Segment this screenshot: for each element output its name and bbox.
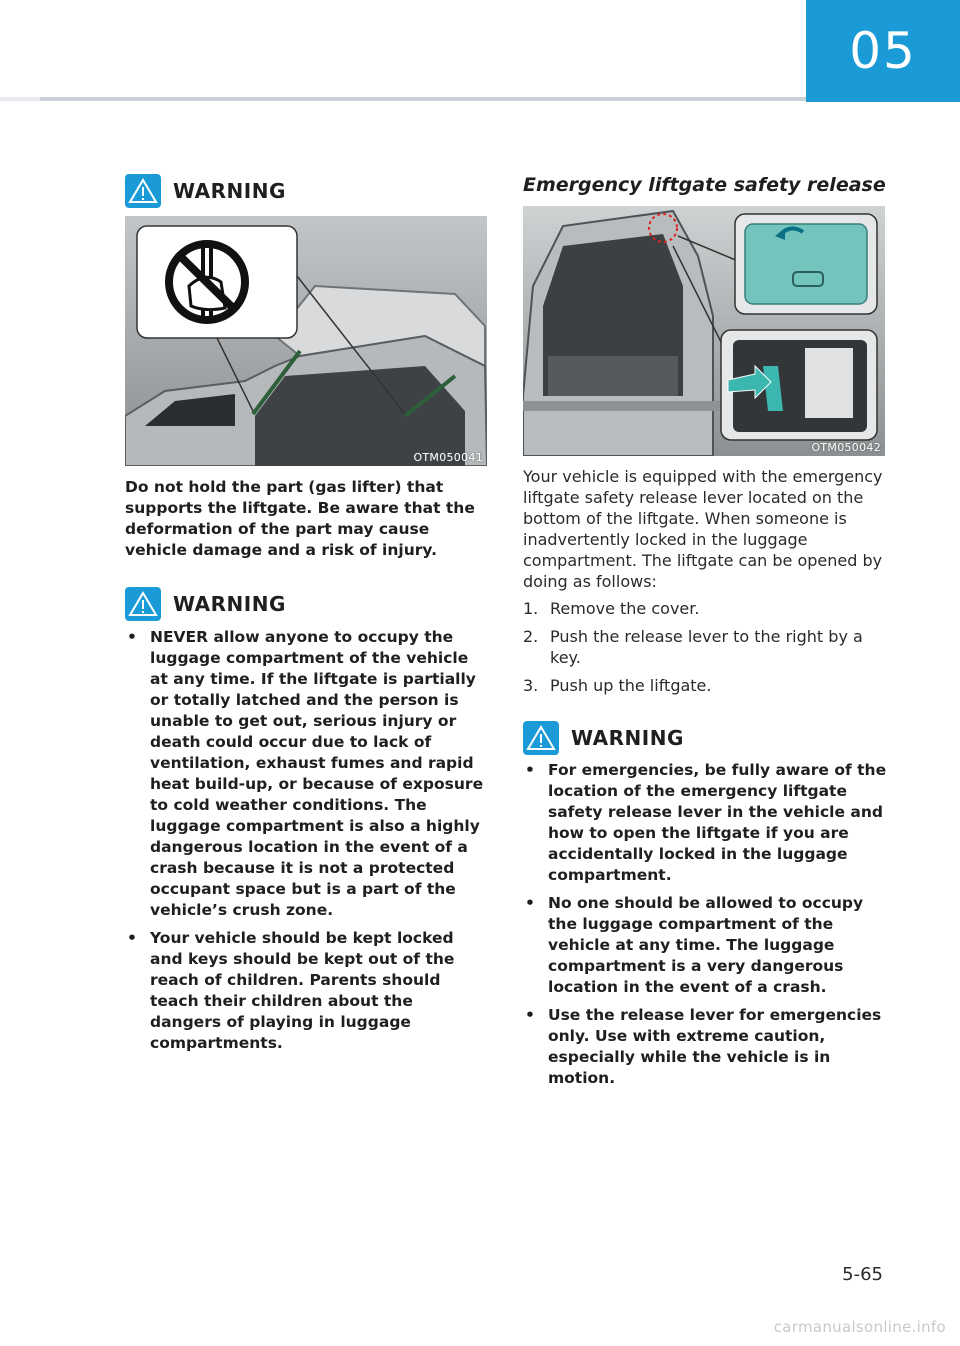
warning-2-list bbox=[125, 627, 489, 1061]
warning-label: WARNING bbox=[173, 179, 286, 203]
steps-list bbox=[523, 598, 885, 703]
list-item: 1. Remove the cover. bbox=[523, 599, 700, 618]
figure-code: OTM050041 bbox=[413, 451, 483, 464]
list-item: • For emergencies, be fully aware of the location of the emergency liftgate safety release lever in the vehicle and how to open the liftgate if you are accidentally locked in the luggage compartment. bbox=[523, 760, 887, 886]
warning-triangle-icon bbox=[523, 721, 559, 755]
safety-release-illustration bbox=[523, 206, 885, 456]
page-number: 5-65 bbox=[842, 1264, 883, 1285]
chapter-tab bbox=[806, 0, 960, 102]
list-item: • NEVER allow anyone to occupy the luggage compartment of the vehicle at any time. If the liftgate is partially or totally latched and the person is unable to get out, serious injury or death could occur due to lack of ventilation, exhaust fumes and rapid heat build-up, or because of exposure to cold weather conditions. The luggage compartment is also a highly dangerous location in the event of a crash because it is not a protected occupant space but is a part of the vehicle’s crush zone. bbox=[125, 627, 489, 921]
list-item: • Your vehicle should be kept locked and keys should be kept out of the reach of children. Parents should teach their children about the dangers of playing in luggage compartments. bbox=[125, 928, 489, 1054]
warning-triangle-icon bbox=[125, 174, 161, 208]
list-item: 2. Push the release lever to the right by a key. bbox=[523, 627, 863, 667]
header-rule-highlight bbox=[0, 97, 40, 101]
watermark[interactable]: carmanualsonline.info bbox=[773, 1318, 946, 1336]
gas-lifter-illustration bbox=[125, 216, 487, 466]
header-rule bbox=[0, 97, 806, 101]
warning-triangle-icon bbox=[125, 587, 161, 621]
safety-release-figure bbox=[523, 206, 885, 456]
warning-3-list bbox=[523, 760, 887, 1096]
gas-lifter-figure bbox=[125, 216, 487, 466]
warning-heading-2 bbox=[125, 587, 286, 621]
section-title: Emergency liftgate safety release bbox=[523, 174, 886, 196]
figure-code: OTM050042 bbox=[811, 441, 881, 454]
intro-paragraph: Your vehicle is equipped with the emergency liftgate safety release lever located on the bottom of the liftgate. When someone is inadvertently locked in the luggage compartment. The liftgate can be opened by doing as follows: bbox=[523, 467, 883, 591]
list-item: • No one should be allowed to occupy the luggage compartment of the vehicle at any time. The luggage compartment is a very dangerous location in the event of a crash. bbox=[523, 893, 887, 998]
list-item: • Use the release lever for emergencies only. Use with extreme caution, especially while the vehicle is in motion. bbox=[523, 1005, 887, 1089]
warning-heading-3 bbox=[523, 721, 684, 755]
list-item: 3. Push up the liftgate. bbox=[523, 676, 712, 695]
chapter-number: 05 bbox=[849, 22, 917, 80]
warning-label: WARNING bbox=[571, 726, 684, 750]
warning-heading-1 bbox=[125, 174, 286, 208]
warning-1-text: Do not hold the part (gas lifter) that supports the liftgate. Be aware that the deformation of the part may cause vehicle damage and a risk of injury. bbox=[125, 478, 475, 559]
warning-label: WARNING bbox=[173, 592, 286, 616]
